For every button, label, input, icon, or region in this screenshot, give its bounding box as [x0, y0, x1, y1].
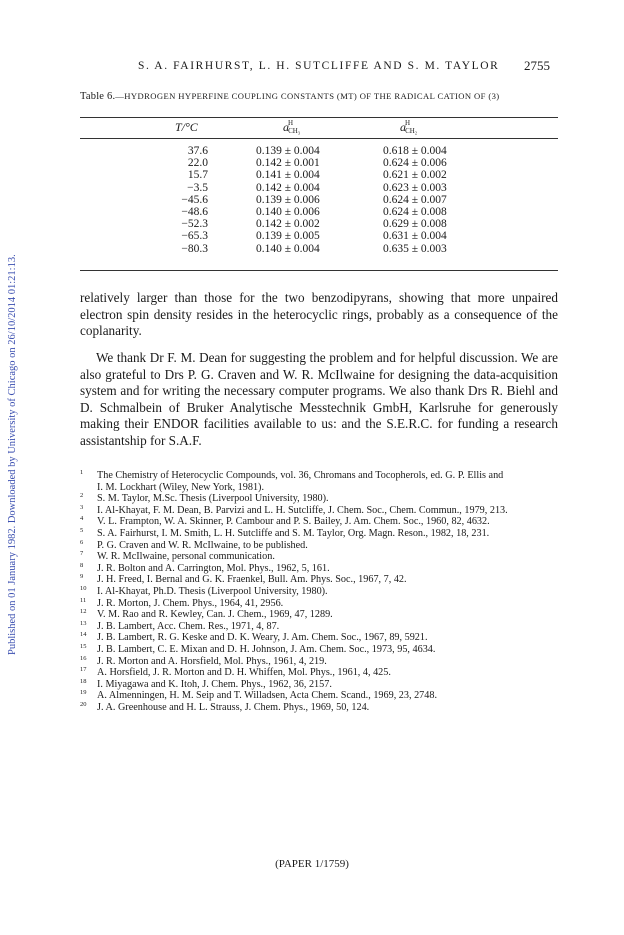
reference-number: 20 — [80, 700, 87, 708]
cell-ch2: 0.635 ± 0.003 — [383, 242, 447, 255]
reference-item — [80, 632, 560, 644]
page-number: 2755 — [524, 58, 550, 73]
reference-item — [80, 598, 560, 610]
column-header-ch3-sup: H — [288, 119, 294, 127]
reference-number: 18 — [80, 677, 87, 685]
reference-text: P. G. Craven and W. R. McIlwaine, to be published. — [97, 539, 308, 551]
reference-text: I. Miyagawa and K. Itoh, J. Chem. Phys., 1962, 36, 2157. — [97, 678, 332, 690]
cell-temperature: −80.3 — [181, 242, 208, 255]
reference-text: V. L. Frampton, W. A. Skinner, P. Cambour and P. S. Bailey, J. Am. Chem. Soc., 1960, 82, 4632. — [97, 516, 490, 528]
reference-text: V. M. Rao and R. Kewley, Can. J. Chem., 1969, 47, 1289. — [97, 609, 333, 621]
reference-number: 8 — [80, 561, 84, 569]
cell-temperature: 22.0 — [187, 157, 208, 170]
table-body — [0, 145, 624, 255]
reference-number: 2 — [80, 492, 84, 500]
reference-item — [80, 493, 560, 505]
reference-text: J. R. Morton, J. Chem. Phys., 1964, 41, 2956. — [97, 597, 284, 609]
table-row — [0, 206, 624, 218]
column-header-ch3 — [283, 120, 300, 135]
reference-item — [80, 702, 560, 714]
reference-number: 16 — [80, 654, 87, 662]
cell-ch3: 0.139 ± 0.004 — [256, 145, 320, 157]
cell-ch3: 0.142 ± 0.004 — [256, 181, 320, 194]
reference-number: 6 — [80, 538, 84, 546]
reference-text-continued: I. M. Lockhart (Wiley, New York, 1981). — [97, 481, 264, 493]
cell-ch3: 0.141 ± 0.004 — [256, 169, 320, 182]
reference-text: J. B. Lambert, C. E. Mixan and D. H. Johnson, J. Am. Chem. Soc., 1973, 95, 4634. — [97, 643, 436, 655]
reference-text: A. Almenningen, H. M. Seip and T. Willadsen, Acta Chem. Scand., 1969, 23, 2748. — [97, 690, 437, 702]
cell-ch2: 0.624 ± 0.006 — [383, 157, 447, 170]
reference-item — [80, 574, 560, 586]
reference-item — [80, 516, 560, 528]
body-paragraph-acknowledgements: We thank Dr F. M. Dean for suggesting the problem and for helpful discussion. We are also grateful to Drs P. G. Craven and W. R. McIlwaine for designing the data-acquisition system and for writing the necessary computer programs. We also thank Drs R. Biehl and D. Schmalbein of Bruker Analytische Messtechnik GmbH, Karlsruhe for generously making their ENDOR facilities available to us: and the S.E.R.C. for funding a research assistantship for S.A.F. — [80, 350, 558, 448]
cell-ch3: 0.140 ± 0.006 — [256, 205, 320, 218]
table-caption-label: Table 6. — [80, 91, 116, 102]
column-header-temperature-text: T/°C — [175, 120, 198, 134]
reference-item — [80, 505, 560, 517]
running-head: S. A. FAIRHURST, L. H. SUTCLIFFE AND S. M. TAYLOR — [138, 60, 500, 72]
reference-item — [80, 644, 560, 656]
cell-ch3: 0.142 ± 0.002 — [256, 218, 320, 231]
table-row — [0, 230, 624, 242]
table-header-rule — [80, 138, 558, 139]
cell-ch2: 0.629 ± 0.008 — [383, 218, 447, 231]
reference-text: J. R. Bolton and A. Carrington, Mol. Phys., 1962, 5, 161. — [97, 562, 330, 574]
reference-text: J. B. Lambert, Acc. Chem. Res., 1971, 4, 87. — [97, 620, 280, 632]
table-row — [0, 194, 624, 206]
reference-number: 7 — [80, 550, 84, 558]
table-bottom-rule — [80, 270, 558, 271]
cell-ch2: 0.631 ± 0.004 — [383, 230, 447, 243]
reference-number: 14 — [80, 631, 87, 639]
table-row — [0, 182, 624, 194]
reference-text: J. R. Morton and A. Horsfield, Mol. Phys., 1961, 4, 219. — [97, 655, 327, 667]
reference-number: 10 — [80, 584, 87, 592]
table-row — [0, 243, 624, 255]
cell-temperature: −45.6 — [181, 193, 208, 206]
reference-item — [80, 586, 560, 598]
column-header-temperature — [175, 120, 198, 135]
table-row — [0, 169, 624, 181]
cell-temperature: 15.7 — [187, 169, 208, 182]
reference-item — [80, 540, 560, 552]
column-header-ch2-sup: H — [405, 119, 411, 127]
reference-item — [80, 470, 560, 493]
body-paragraph-conclusion: relatively larger than those for the two benzodipyrans, showing that more unpaired electron spin density resides in the heterocyclic rings, probably as a consequence of the coplanarity. — [80, 290, 558, 339]
reference-number: 9 — [80, 573, 84, 581]
reference-text: W. R. McIlwaine, personal communication. — [97, 551, 275, 563]
reference-number: 4 — [80, 515, 84, 523]
cell-temperature: −65.3 — [181, 230, 208, 243]
reference-text: I. Al-Khayat, F. M. Dean, B. Parvizi and L. H. Sutcliffe, J. Chem. Soc., Chem. Commun., 1979, 213. — [97, 504, 508, 516]
reference-text: J. B. Lambert, R. G. Keske and D. K. Weary, J. Am. Chem. Soc., 1967, 89, 5921. — [97, 632, 428, 644]
cell-ch2: 0.621 ± 0.002 — [383, 169, 447, 182]
cell-temperature: −3.5 — [187, 181, 208, 194]
reference-list — [80, 470, 560, 713]
paper-id-footer: (PAPER 1/1759) — [275, 858, 349, 870]
table-caption-text: —HYDROGEN HYPERFINE COUPLING CONSTANTS (MT) OF THE RADICAL CATION OF (3) — [115, 91, 500, 101]
column-header-ch2-sub: CH₂ — [405, 127, 418, 135]
reference-number: 11 — [80, 596, 87, 604]
cell-ch2: 0.618 ± 0.004 — [383, 145, 447, 157]
reference-number: 12 — [80, 608, 87, 616]
column-header-ch3-main: a — [283, 120, 289, 134]
reference-item — [80, 609, 560, 621]
reference-item — [80, 563, 560, 575]
reference-number: 19 — [80, 689, 87, 697]
reference-item — [80, 656, 560, 668]
cell-temperature: −48.6 — [181, 205, 208, 218]
table-row — [0, 218, 624, 230]
cell-ch2: 0.624 ± 0.007 — [383, 193, 447, 206]
cell-temperature: −52.3 — [181, 218, 208, 231]
table-caption — [80, 91, 500, 102]
table-top-rule — [80, 117, 558, 118]
reference-number: 15 — [80, 642, 87, 650]
table-row — [0, 157, 624, 169]
column-header-ch2 — [400, 120, 417, 135]
reference-text: The Chemistry of Heterocyclic Compounds, vol. 36, Chromans and Tocopherols, ed. G. P. Ellis and — [97, 470, 504, 481]
side-note-text: Published on 01 January 1982. Downloaded by University of Chicago on 26/10/2014 01:21:13. — [7, 254, 18, 655]
reference-text: I. Al-Khayat, Ph.D. Thesis (Liverpool University, 1980). — [97, 585, 328, 597]
cell-ch3: 0.139 ± 0.006 — [256, 193, 320, 206]
cell-ch3: 0.142 ± 0.001 — [256, 157, 320, 170]
reference-text: A. Horsfield, J. R. Morton and D. H. Whiffen, Mol. Phys., 1961, 4, 425. — [97, 667, 391, 679]
reference-text: J. A. Greenhouse and H. L. Strauss, J. Chem. Phys., 1969, 50, 124. — [97, 701, 370, 713]
reference-text: S. M. Taylor, M.Sc. Thesis (Liverpool University, 1980). — [97, 493, 329, 505]
reference-number: 13 — [80, 619, 87, 627]
reference-number: 1 — [80, 469, 84, 476]
reference-item — [80, 528, 560, 540]
reference-item — [80, 679, 560, 691]
cell-ch3: 0.139 ± 0.005 — [256, 230, 320, 243]
reference-number: 5 — [80, 526, 84, 534]
reference-number: 3 — [80, 503, 84, 511]
column-header-ch3-sub: CH₃ — [288, 127, 301, 135]
cell-ch2: 0.624 ± 0.008 — [383, 205, 447, 218]
cell-ch2: 0.623 ± 0.003 — [383, 181, 447, 194]
column-header-ch2-main: a — [400, 120, 406, 134]
reference-item — [80, 621, 560, 633]
reference-item — [80, 667, 560, 679]
reference-text: S. A. Fairhurst, I. M. Smith, L. H. Sutcliffe and S. M. Taylor, Org. Magn. Reson., 1982, 18, 231. — [97, 527, 490, 539]
reference-number: 17 — [80, 666, 87, 674]
reference-text: J. H. Freed, I. Bernal and G. K. Fraenkel, Bull. Am. Phys. Soc., 1967, 7, 42. — [97, 574, 407, 586]
cell-temperature: 37.6 — [187, 145, 208, 157]
reference-item — [80, 551, 560, 563]
table-row — [0, 145, 624, 157]
cell-ch3: 0.140 ± 0.004 — [256, 242, 320, 255]
reference-item — [80, 690, 560, 702]
